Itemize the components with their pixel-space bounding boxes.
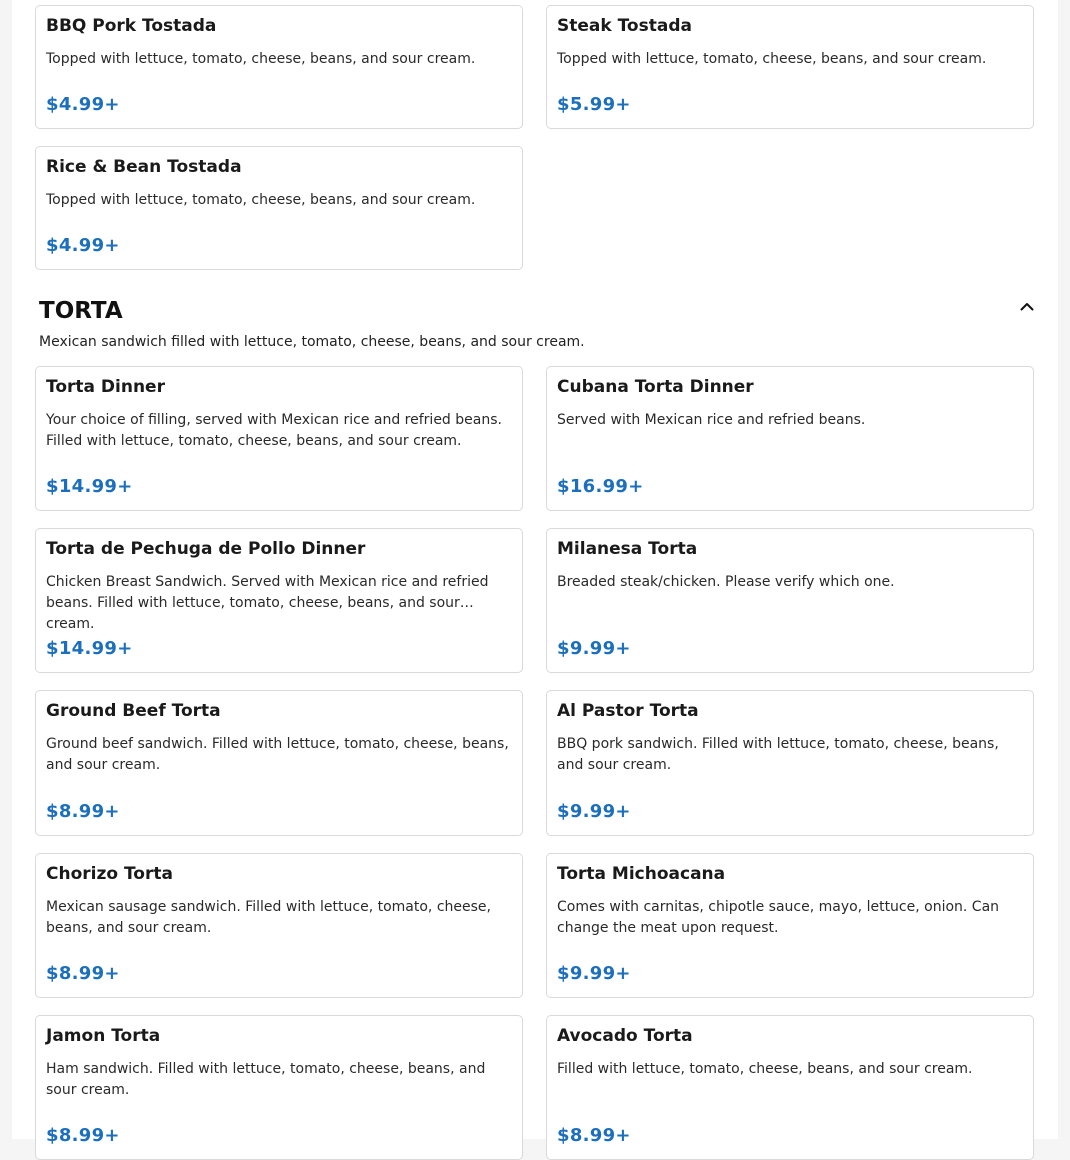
menu-item-description: Mexican sausage sandwich. Filled with lettuce, tomato, cheese, beans, and sour cream. xyxy=(46,899,491,936)
menu-item-description: Comes with carnitas, chipotle sauce, mayo, lettuce, onion. Can change the meat upon request. xyxy=(557,899,1000,936)
menu-item-card[interactable] xyxy=(546,5,1034,129)
menu-item-description: BBQ pork sandwich. Filled with lettuce, tomato, cheese, beans, and sour cream. xyxy=(557,736,999,773)
menu-item-description: Topped with lettuce, tomato, cheese, beans, and sour cream. xyxy=(557,51,987,67)
torta-grid xyxy=(35,366,1034,1160)
menu-item-price: $5.99+ xyxy=(557,94,631,115)
menu-item-card[interactable] xyxy=(35,1015,523,1160)
menu-item-name: Ground Beef Torta xyxy=(46,701,221,721)
section-title: TORTA xyxy=(39,298,123,324)
menu-item-name: Torta Michoacana xyxy=(557,864,726,884)
menu-item-price: $8.99+ xyxy=(46,1125,120,1146)
menu-item-description: Topped with lettuce, tomato, cheese, beans, and sour cream. xyxy=(46,51,476,67)
menu-item-price: $4.99+ xyxy=(46,235,120,256)
menu-item-name: Torta Dinner xyxy=(46,377,165,397)
menu-item-card[interactable] xyxy=(546,528,1034,673)
menu-item-name: BBQ Pork Tostada xyxy=(46,16,217,36)
collapse-section-button[interactable] xyxy=(1017,296,1037,316)
menu-item-card[interactable] xyxy=(546,366,1034,511)
menu-item-description: Topped with lettuce, tomato, cheese, beans, and sour cream. xyxy=(46,192,476,208)
menu-item-description: Chicken Breast Sandwich. Served with Mexican rice and refried beans. Filled with lettuce, tomato, cheese, beans, and sour cream. xyxy=(46,574,489,632)
menu-page xyxy=(12,0,1058,1146)
menu-item-price: $14.99+ xyxy=(46,638,133,659)
menu-item-card[interactable] xyxy=(546,853,1034,998)
menu-item-card[interactable] xyxy=(546,1015,1034,1160)
menu-item-price: $8.99+ xyxy=(46,801,120,822)
menu-item-price: $14.99+ xyxy=(46,476,133,497)
menu-item-card[interactable] xyxy=(35,366,523,511)
menu-item-price: $9.99+ xyxy=(557,963,631,984)
menu-item-description: Ground beef sandwich. Filled with lettuce, tomato, cheese, beans, and sour cream. xyxy=(46,736,509,773)
chevron-up-icon xyxy=(1020,302,1034,311)
section-description: Mexican sandwich filled with lettuce, tomato, cheese, beans, and sour cream. xyxy=(39,334,585,350)
menu-item-description: Served with Mexican rice and refried beans. xyxy=(557,412,866,428)
menu-item-name: Torta de Pechuga de Pollo Dinner xyxy=(46,539,366,559)
menu-item-name: Rice & Bean Tostada xyxy=(46,157,242,177)
menu-item-price: $4.99+ xyxy=(46,94,120,115)
menu-item-price: $9.99+ xyxy=(557,638,631,659)
menu-item-price: $8.99+ xyxy=(557,1125,631,1146)
menu-item-description: Your choice of filling, served with Mexican rice and refried beans. Filled with lettuce, tomato, cheese, beans, and sour cream. xyxy=(46,412,502,449)
menu-item-card[interactable] xyxy=(35,853,523,998)
menu-item-name: Avocado Torta xyxy=(557,1026,693,1046)
menu-item-price: $8.99+ xyxy=(46,963,120,984)
menu-item-name: Al Pastor Torta xyxy=(557,701,699,721)
menu-item-card[interactable] xyxy=(35,146,523,270)
menu-item-card[interactable] xyxy=(35,528,523,673)
menu-item-price: $16.99+ xyxy=(557,476,644,497)
menu-item-description: Ham sandwich. Filled with lettuce, tomato, cheese, beans, and sour cream. xyxy=(46,1061,486,1098)
menu-item-description: Filled with lettuce, tomato, cheese, beans, and sour cream. xyxy=(557,1061,973,1077)
menu-item-name: Chorizo Torta xyxy=(46,864,173,884)
menu-item-card[interactable] xyxy=(35,690,523,836)
menu-item-name: Jamon Torta xyxy=(46,1026,161,1046)
menu-item-description: Breaded steak/chicken. Please verify which one. xyxy=(557,574,895,590)
menu-item-name: Milanesa Torta xyxy=(557,539,698,559)
menu-item-price: $9.99+ xyxy=(557,801,631,822)
menu-item-card[interactable] xyxy=(35,5,523,129)
menu-item-name: Steak Tostada xyxy=(557,16,692,36)
menu-item-name: Cubana Torta Dinner xyxy=(557,377,754,397)
torta-section-header xyxy=(39,296,1035,351)
tostada-grid xyxy=(35,5,1034,270)
menu-item-card[interactable] xyxy=(546,690,1034,836)
